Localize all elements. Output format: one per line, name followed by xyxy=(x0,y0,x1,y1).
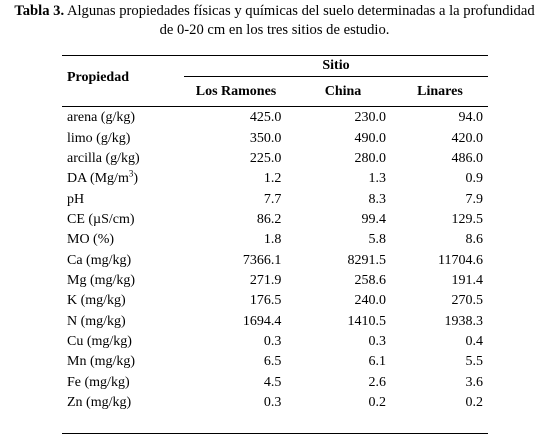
property-label: Mg (mg/kg) xyxy=(67,272,136,288)
value-text: 0.3 xyxy=(368,333,386,349)
property-label: Mn (mg/kg) xyxy=(67,354,136,370)
value-cell xyxy=(389,149,488,169)
value-cell xyxy=(284,169,389,189)
value-cell xyxy=(389,250,488,270)
table-row xyxy=(62,352,488,372)
value-cell xyxy=(186,291,285,311)
property-cell xyxy=(62,311,186,331)
value-cell xyxy=(389,332,488,352)
soil-properties-table xyxy=(62,108,488,413)
value-text: 1.8 xyxy=(263,232,282,248)
table-row xyxy=(62,128,488,148)
property-cell xyxy=(62,372,186,392)
table-row xyxy=(62,210,488,230)
value-cell xyxy=(284,149,389,169)
value-text: 271.9 xyxy=(249,272,282,288)
value-text: 1.3 xyxy=(368,171,386,187)
value-cell xyxy=(284,271,389,291)
property-cell xyxy=(62,210,186,230)
header-col-linares: Linares xyxy=(417,84,463,99)
value-cell xyxy=(389,230,488,250)
value-text: 0.3 xyxy=(263,394,282,410)
value-text: 3.6 xyxy=(465,374,483,390)
value-text: 280.0 xyxy=(354,150,386,166)
table-bottom-rule xyxy=(62,433,488,434)
property-cell xyxy=(62,189,186,209)
value-text: 240.0 xyxy=(354,293,386,309)
value-text: 420.0 xyxy=(451,130,483,146)
property-label: Fe (mg/kg) xyxy=(67,374,130,390)
value-text: 8.3 xyxy=(368,191,386,207)
value-cell xyxy=(186,128,285,148)
value-text: 486.0 xyxy=(451,150,483,166)
value-cell xyxy=(284,128,389,148)
value-cell xyxy=(284,311,389,331)
value-cell xyxy=(389,189,488,209)
property-cell xyxy=(62,291,186,311)
value-text: 7.9 xyxy=(465,191,483,207)
property-label: N (mg/kg) xyxy=(67,313,126,329)
value-cell xyxy=(186,393,285,413)
value-text: 129.5 xyxy=(451,211,483,227)
value-text: 7366.1 xyxy=(242,252,282,268)
value-text: 1.2 xyxy=(263,171,282,187)
property-label: CE (µS/cm) xyxy=(67,211,135,227)
value-text: 230.0 xyxy=(354,110,386,126)
value-cell xyxy=(186,230,285,250)
value-text: 225.0 xyxy=(249,150,282,166)
value-cell xyxy=(186,169,285,189)
value-cell xyxy=(186,250,285,270)
value-text: 11704.6 xyxy=(438,252,483,268)
value-cell xyxy=(186,271,285,291)
table-row xyxy=(62,169,488,189)
value-cell xyxy=(389,291,488,311)
value-text: 86.2 xyxy=(256,211,282,227)
value-cell xyxy=(186,332,285,352)
value-text: 1410.5 xyxy=(347,313,386,329)
caption-line-2: de 0-20 cm en los tres sitios de estudio. xyxy=(159,22,390,38)
table-row xyxy=(62,108,488,128)
value-cell xyxy=(389,108,488,128)
property-label: pH xyxy=(67,191,85,207)
value-cell xyxy=(284,108,389,128)
table-row xyxy=(62,311,488,331)
property-cell xyxy=(62,108,186,128)
value-text: 270.5 xyxy=(451,293,483,309)
value-text: 0.3 xyxy=(263,333,282,349)
header-sitio: Sitio xyxy=(322,58,350,73)
property-label: MO (%) xyxy=(67,232,115,248)
value-cell xyxy=(284,291,389,311)
value-text: 0.4 xyxy=(465,333,483,349)
value-text: 0.9 xyxy=(465,171,483,187)
property-cell xyxy=(62,230,186,250)
property-label: Ca (mg/kg) xyxy=(67,252,132,268)
property-cell xyxy=(62,250,186,270)
property-cell xyxy=(62,393,186,413)
value-cell xyxy=(186,352,285,372)
value-text: 6.5 xyxy=(263,354,282,370)
value-cell xyxy=(186,311,285,331)
table-body xyxy=(62,108,488,413)
value-text: 4.5 xyxy=(263,374,282,390)
value-cell xyxy=(284,189,389,209)
value-text: 94.0 xyxy=(458,110,483,126)
table-row xyxy=(62,189,488,209)
value-text: 0.2 xyxy=(465,394,483,410)
value-text: 1938.3 xyxy=(444,313,483,329)
value-cell xyxy=(186,210,285,230)
header-propiedad: Propiedad xyxy=(67,70,129,85)
property-label: DA (Mg/m xyxy=(67,171,129,187)
property-label: arcilla (g/kg) xyxy=(67,150,140,166)
property-cell xyxy=(62,352,186,372)
property-label: limo (g/kg) xyxy=(67,130,131,146)
property-label: K (mg/kg) xyxy=(67,293,126,309)
value-text: 7.7 xyxy=(263,191,282,207)
value-cell xyxy=(389,372,488,392)
caption-label: Tabla 3. xyxy=(14,3,65,19)
header-bottom-rule xyxy=(62,106,488,107)
value-text: 350.0 xyxy=(249,130,282,146)
value-cell xyxy=(389,210,488,230)
value-text: 2.6 xyxy=(368,374,386,390)
value-text: 425.0 xyxy=(249,110,282,126)
value-cell xyxy=(284,372,389,392)
caption-line-1 xyxy=(0,2,549,21)
property-label-suffix: ) xyxy=(133,171,139,187)
value-cell xyxy=(389,271,488,291)
table-row xyxy=(62,149,488,169)
property-cell xyxy=(62,149,186,169)
header-col-china: China xyxy=(324,84,362,99)
table-row xyxy=(62,250,488,270)
value-cell xyxy=(389,393,488,413)
value-text: 99.4 xyxy=(361,211,386,227)
value-text: 0.2 xyxy=(368,394,386,410)
value-text: 191.4 xyxy=(451,272,483,288)
table-row xyxy=(62,393,488,413)
value-text: 8291.5 xyxy=(347,252,386,268)
property-label: arena (g/kg) xyxy=(67,110,136,126)
table-row xyxy=(62,332,488,352)
value-text: 6.1 xyxy=(368,354,386,370)
caption-text: Algunas propiedades físicas y químicas del suelo determinadas a la profundidad xyxy=(64,3,535,19)
value-cell xyxy=(284,332,389,352)
value-text: 5.5 xyxy=(465,354,483,370)
header-col-los-ramones: Los Ramones xyxy=(195,84,277,99)
value-cell xyxy=(389,352,488,372)
value-cell xyxy=(186,149,285,169)
value-cell xyxy=(284,352,389,372)
value-cell xyxy=(284,210,389,230)
property-superscript: 3 xyxy=(128,168,134,179)
value-text: 5.8 xyxy=(368,232,386,248)
property-label: Zn (mg/kg) xyxy=(67,394,132,410)
table-caption xyxy=(0,2,549,40)
value-cell xyxy=(284,250,389,270)
value-cell xyxy=(389,128,488,148)
value-cell xyxy=(284,393,389,413)
property-cell xyxy=(62,128,186,148)
table-row xyxy=(62,230,488,250)
table-row xyxy=(62,291,488,311)
value-text: 176.5 xyxy=(249,293,282,309)
value-cell xyxy=(186,108,285,128)
sitio-group-rule xyxy=(184,76,488,77)
property-label: Cu (mg/kg) xyxy=(67,333,132,349)
value-cell xyxy=(284,230,389,250)
value-text: 490.0 xyxy=(354,130,386,146)
property-cell xyxy=(62,169,186,189)
value-cell xyxy=(186,189,285,209)
table-row xyxy=(62,271,488,291)
property-cell xyxy=(62,271,186,291)
table-top-rule xyxy=(62,55,488,56)
value-text: 8.6 xyxy=(465,232,483,248)
property-cell xyxy=(62,332,186,352)
value-text: 258.6 xyxy=(354,272,386,288)
table-row xyxy=(62,372,488,392)
value-text: 1694.4 xyxy=(242,313,282,329)
value-cell xyxy=(389,311,488,331)
value-cell xyxy=(186,372,285,392)
value-cell xyxy=(389,169,488,189)
